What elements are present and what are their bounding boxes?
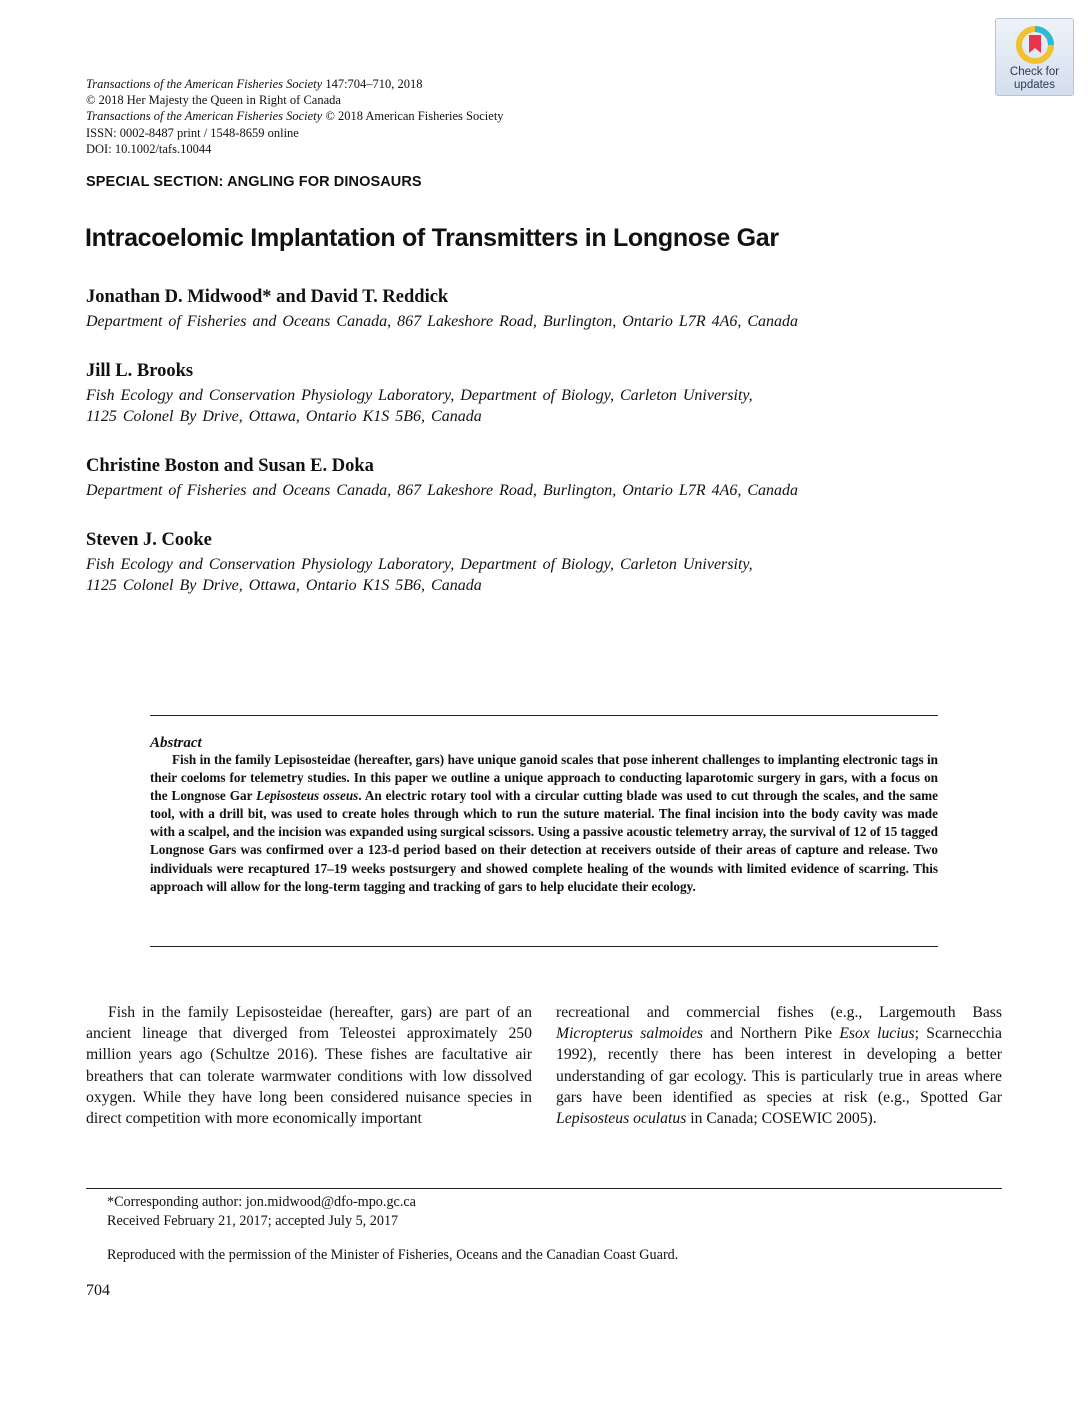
reproduction-notice: Reproduced with the permission of the Minister of Fisheries, Oceans and the Canadian Coast Guard.: [107, 1247, 679, 1263]
abstract-heading: Abstract: [150, 735, 202, 751]
affiliation-line: Fish Ecology and Conservation Physiology Laboratory, Department of Biology, Carleton University,: [86, 556, 753, 573]
body-column-left: Fish in the family Lepisosteidae (hereafter, gars) are part of an ancient lineage that diverged from Teleostei approximately 250 million years ago (Schultze 2016). These fishes are facultative air breathers that can tolerate warmwater conditions with low dissolved oxygen. While they have long been considered nuisance species in direct competition with more economically important: [86, 1004, 532, 1128]
footnote-rule: [86, 1188, 1002, 1189]
affiliation-line: 1125 Colonel By Drive, Ottawa, Ontario K1S 5B6, Canada: [86, 408, 482, 425]
author-names: Steven J. Cooke: [86, 530, 212, 550]
species-name: Esox lucius: [839, 1025, 915, 1043]
issn-line: ISSN: 0002-8487 print / 1548-8659 online: [86, 125, 299, 140]
copyright-line: © 2018 Her Majesty the Queen in Right of Canada: [86, 93, 341, 108]
affiliation-line: 1125 Colonel By Drive, Ottawa, Ontario K1S 5B6, Canada: [86, 577, 482, 594]
page-number: 704: [86, 1282, 110, 1299]
author-names: Jill L. Brooks: [86, 361, 194, 381]
abstract-top-rule: [150, 715, 938, 716]
journal-header: [86, 76, 504, 157]
journal-name: Transactions of the American Fisheries Society: [86, 109, 323, 124]
citation-line: [86, 76, 504, 92]
received-dates: Received February 21, 2017; accepted July 5, 2017: [107, 1212, 399, 1229]
author-names: Christine Boston and Susan E. Doka: [86, 456, 374, 476]
copyright-line-2: [86, 108, 504, 124]
affiliation-line: Fish Ecology and Conservation Physiology Laboratory, Department of Biology, Carleton University,: [86, 387, 753, 404]
check-for-updates-button[interactable]: [995, 18, 1074, 96]
author-group-3: [86, 456, 798, 501]
abstract-text: Fish in the family Lepisosteidae (hereafter, gars) have unique ganoid scales that pose inherent challenges to implanting electronic tags in their coeloms for telemetry studies. In this paper we outline a unique approach to conducting laparotomic surgery in gars, with a focus on the Longnose Gar Lepisosteus osseus. An electric rotary tool with a circular cutting blade was used to cut through the scales, and the same tool, with a drill bit, was used to create holes through which to run the suture material. The final incision into the body cavity was made with a scalpel, and the incision was expanded using surgical scissors. Using a passive acoustic telemetry array, the survival of 12 of 15 tagged Longnose Gars was confirmed over a 123-d period based on their detection at receivers outside of their areas of capture and release. Two individuals were recaptured 17–19 weeks postsurgery and showed complete healing of the wounds with limited evidence of scarring. This approach will allow for the long-term tagging and tracking of gars to help elucidate their ecology.: [150, 752, 939, 894]
abstract: [150, 735, 938, 896]
corresponding-author: *Corresponding author: jon.midwood@dfo-mpo.gc.ca: [107, 1194, 416, 1210]
abstract-bottom-rule: [150, 946, 938, 947]
author-names: Jonathan D. Midwood* and David T. Reddick: [86, 287, 449, 307]
author-group-2: [86, 361, 753, 427]
author-group-1: [86, 287, 798, 332]
body-column-right: recreational and commercial fishes (e.g., Largemouth Bass Micropterus salmoides and Northern Pike Esox lucius; Scarnecchia 1992), recently there has been interest in developing a better understanding of gar ecology. This is particularly true in areas where gars have been identified as species at risk (e.g., Spotted Gar Lepisosteus oculatus in Canada; COSEWIC 2005).: [556, 1004, 1002, 1128]
badge-label-line2: updates: [1014, 79, 1055, 91]
affiliation-line: Department of Fisheries and Oceans Canada, 867 Lakeshore Road, Burlington, Ontario L7R 4A6, Canada: [86, 482, 799, 499]
affiliation-line: Department of Fisheries and Oceans Canada, 867 Lakeshore Road, Burlington, Ontario L7R 4A6, Canada: [86, 313, 799, 330]
article-title: Intracoelomic Implantation of Transmitters in Longnose Gar: [85, 224, 779, 252]
footnotes: [107, 1193, 416, 1230]
species-name: Micropterus salmoides: [556, 1025, 704, 1043]
check-for-updates-icon: [1015, 25, 1055, 65]
section-label: SPECIAL SECTION: ANGLING FOR DINOSAURS: [86, 174, 422, 190]
doi-line: DOI: 10.1002/tafs.10044: [86, 141, 212, 156]
journal-name: Transactions of the American Fisheries Society: [86, 77, 323, 91]
author-group-4: [86, 530, 753, 596]
copyright-society: © 2018 American Fisheries Society: [322, 109, 504, 124]
species-name: Lepisosteus osseus: [256, 788, 359, 804]
citation-details: 147:704–710, 2018: [322, 77, 423, 91]
badge-label-line1: Check for: [1009, 66, 1060, 78]
species-name: Lepisosteus oculatus: [556, 1110, 687, 1128]
